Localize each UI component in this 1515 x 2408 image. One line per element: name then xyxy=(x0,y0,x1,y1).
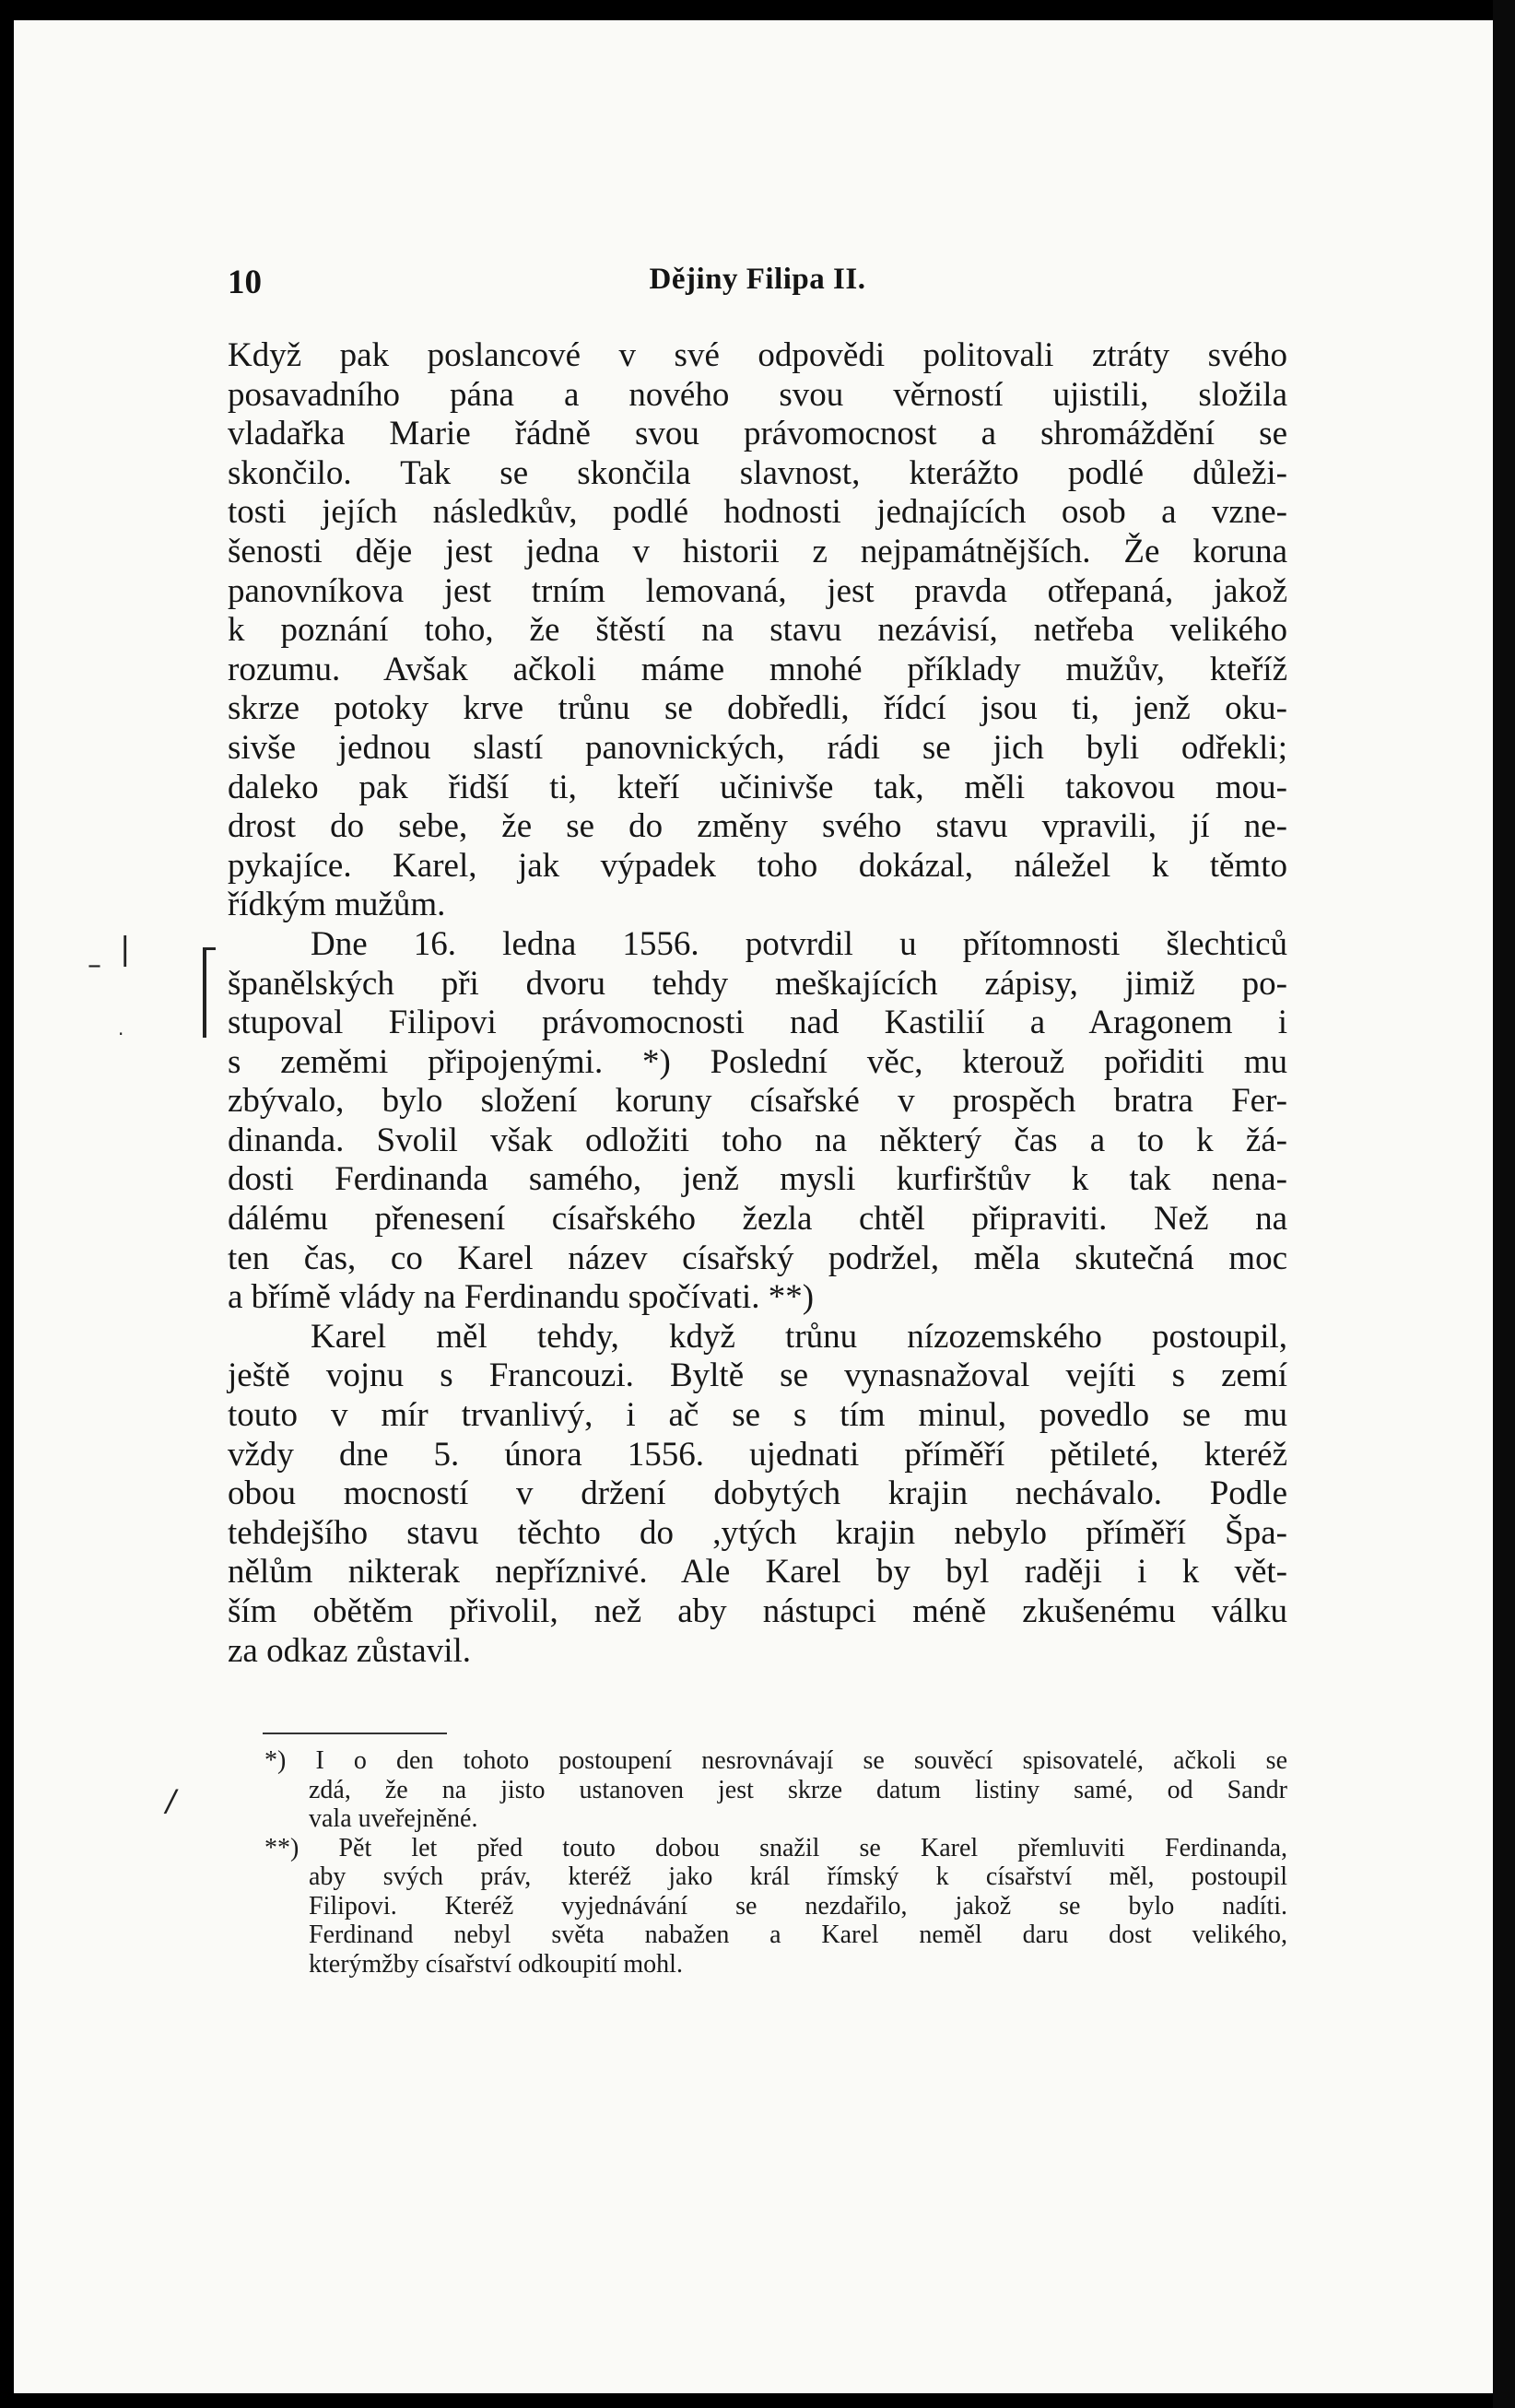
body-line: dinanda. Svolil však odložiti toho na některý čas a to k žá- xyxy=(228,1121,1287,1159)
footnote-line: zdá, že na jisto ustanoven jest skrze datum listiny samé, od Sandr xyxy=(309,1775,1287,1804)
body-line: za odkaz zůstavil. xyxy=(228,1631,472,1670)
body-text xyxy=(228,336,1287,1671)
body-line: a břímě vlády na Ferdinandu spočívati. **) xyxy=(228,1278,815,1317)
footnote-line: Ferdinand nebyl světa nabažen a Karel neměl daru dost velikého, xyxy=(309,1921,1287,1949)
body-line: tehdejšího stavu těchto do ,ytých krajin nebylo příměří Špa- xyxy=(228,1513,1287,1552)
body-line: Když pak poslancové v své odpovědi politovali ztráty svého xyxy=(228,336,1287,374)
scan-border xyxy=(1493,0,1515,2408)
footnote-line: kterýmžby císařství odkoupití mohl. xyxy=(309,1949,683,1979)
body-line: sivše jednou slastí panovnických, rádi se jich byli odřekli; xyxy=(228,728,1287,767)
running-head xyxy=(228,263,1287,309)
margin-bracket xyxy=(203,947,206,1038)
footnote-line: *) I o den tohoto postoupení nesrovnávají se souvěcí spisovatelé, ačkoli se xyxy=(264,1746,1287,1775)
body-line: rozumu. Avšak ačkoli máme mnohé příklady mužův, kteříž xyxy=(228,650,1287,688)
running-title: Dějiny Filipa II. xyxy=(649,263,866,296)
footnote-line: **) Pět let před touto dobou snažil se Karel přemluviti Ferdinanda, xyxy=(264,1833,1287,1862)
body-line: obou mocností v držení dobytých krajin nechávalo. Podle xyxy=(228,1474,1287,1513)
footnote-line: vala uveřejněné. xyxy=(309,1804,478,1833)
body-line: ším obětěm přivolil, než aby nástupci méně zkušenému válku xyxy=(228,1592,1287,1630)
body-line: ještě vojnu s Francouzi. Byltě se vynasnažoval vejíti s zemí xyxy=(228,1357,1287,1395)
margin-mark-dash: – xyxy=(88,949,101,981)
body-line: posavadního pána a nového svou věrností ujistili, složila xyxy=(228,375,1287,414)
body-line: vladařka Marie řádně svou právomocnost a shromáždění se xyxy=(228,415,1287,453)
body-line: s zeměmi připojenými. *) Poslední věc, kterouž pořiditi mu xyxy=(228,1042,1287,1081)
body-line: řídkým mužům. xyxy=(228,886,446,924)
margin-bracket-top xyxy=(203,947,216,950)
body-line: ten čas, co Karel název císařský podržel, měla skutečná moc xyxy=(228,1239,1287,1277)
body-line: stupoval Filipovi právomocnosti nad Kastilií a Aragonem i xyxy=(228,1004,1287,1042)
body-line: pykajíce. Karel, jak výpadek toho dokázal, náležel k těmto xyxy=(228,846,1287,885)
body-line: Karel měl tehdy, když trůnu nízozemského postoupil, xyxy=(311,1317,1287,1356)
body-line: touto v mír trvanlivý, i ač se s tím minul, povedlo se mu xyxy=(228,1396,1287,1435)
body-line: nělům nikterak nepříznivé. Ale Karel by byl raději i k vět- xyxy=(228,1553,1287,1592)
body-line: dálému přenesení císařského žezla chtěl připraviti. Než na xyxy=(228,1200,1287,1239)
body-line: drost do sebe, že se do změny svého stavu vpravili, jí ne- xyxy=(228,807,1287,846)
margin-mark-slash: / xyxy=(166,1783,176,1818)
margin-mark-tick: | xyxy=(120,931,131,968)
body-line: šenosti děje jest jedna v historii z nejpamátnějších. Že koruna xyxy=(228,532,1287,570)
body-line: skončilo. Tak se skončila slavnost, kterážto podlé důleži- xyxy=(228,453,1287,492)
body-line: daleko pak řidší ti, kteří učinivše tak, měli takovou mou- xyxy=(228,768,1287,806)
footnote-line: Filipovi. Kteréž vyjednávání se nezdařilo, jakož se bylo nadíti. xyxy=(309,1891,1287,1921)
body-line: skrze potoky krve trůnu se dobředli, řídcí jsou ti, jenž oku- xyxy=(228,689,1287,728)
body-line: vždy dne 5. února 1556. ujednati příměří pětileté, kteréž xyxy=(228,1435,1287,1474)
body-line: k poznání toho, že štěstí na stavu nezávisí, netřeba velikého xyxy=(228,611,1287,650)
body-line: španělských při dvoru tehdy meškajících zápisy, jimiž po- xyxy=(228,964,1287,1003)
body-line: zbývalo, bylo složení koruny císařské v prospěch bratra Fer- xyxy=(228,1082,1287,1121)
body-line: dosti Ferdinanda samého, jenž mysli kurfirštův k tak nena- xyxy=(228,1160,1287,1199)
body-line: panovníkova jest trním lemovaná, jest pravda otřepaná, jakož xyxy=(228,571,1287,610)
footnotes xyxy=(228,1746,1287,1979)
footnote-line: aby svých práv, kteréž jako král římský k císařství měl, postoupil xyxy=(309,1862,1287,1891)
page-number: 10 xyxy=(228,264,262,301)
body-line: tosti jejích následkův, podlé hodnosti jednajících osob a vzne- xyxy=(228,493,1287,532)
body-line: Dne 16. ledna 1556. potvrdil u přítomnosti šlechticů xyxy=(311,924,1287,963)
footnote-rule xyxy=(263,1733,447,1734)
margin-mark-dot: · xyxy=(118,1023,124,1045)
